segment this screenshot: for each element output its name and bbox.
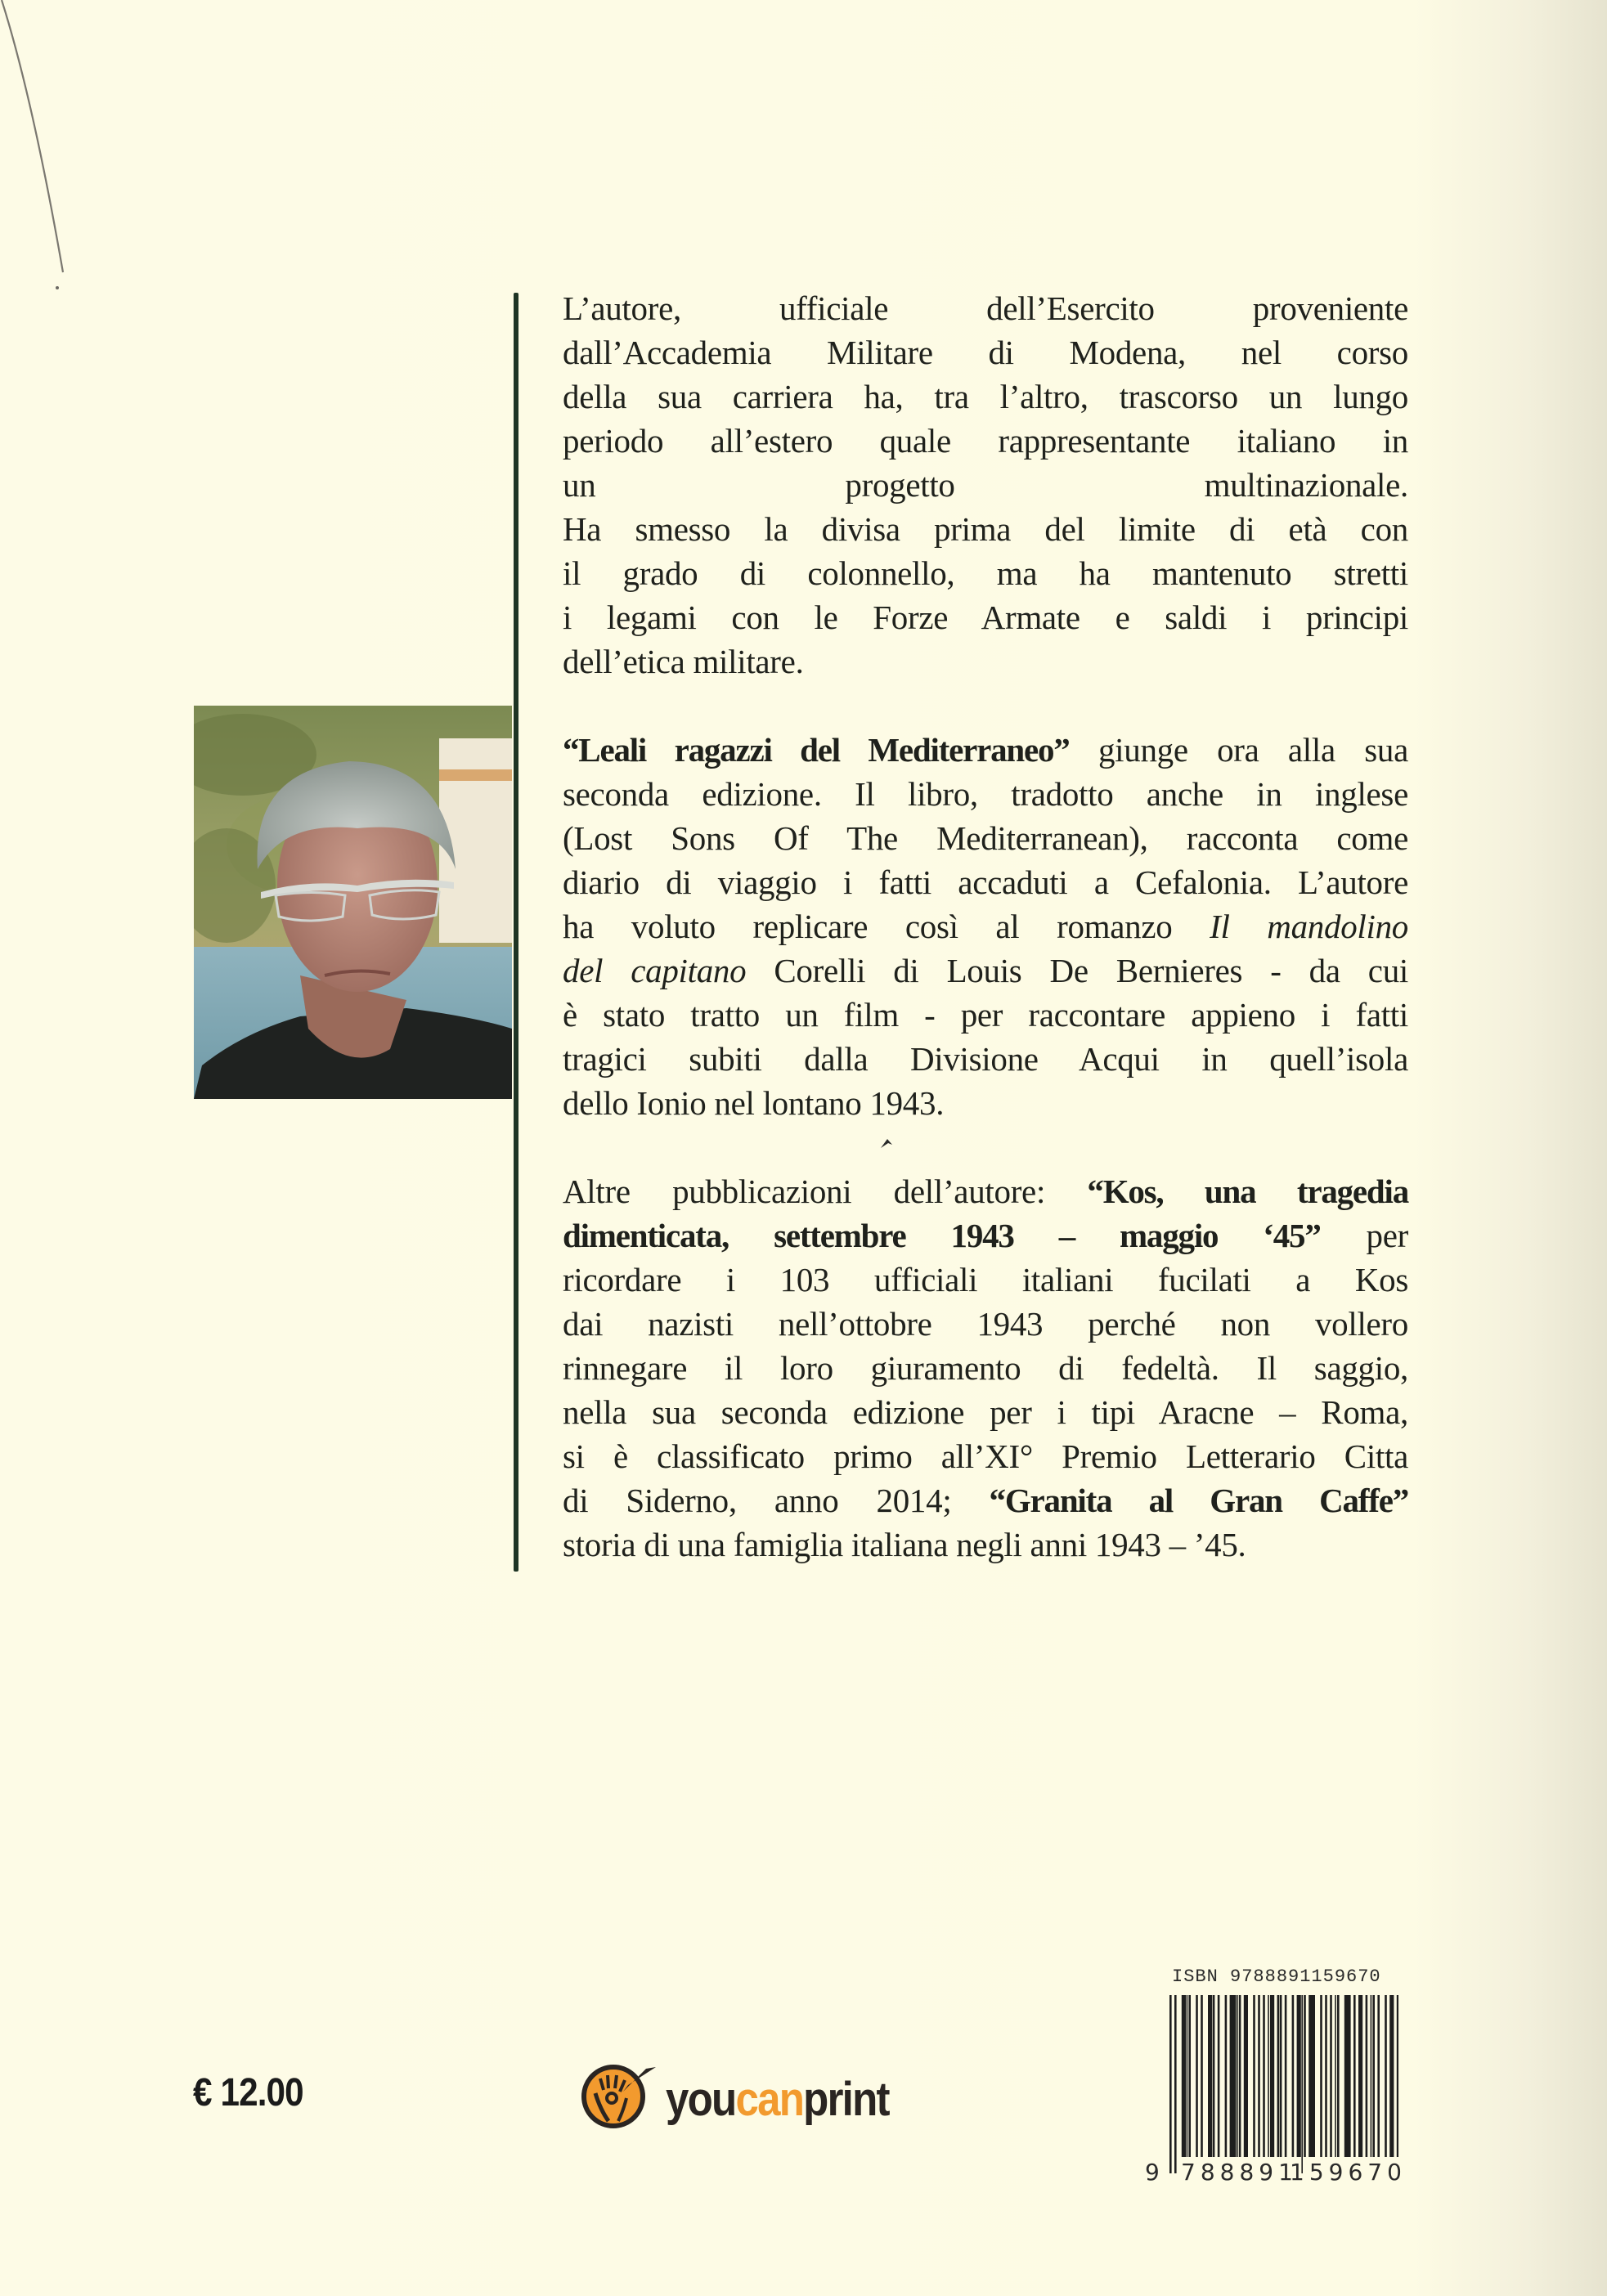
bio-line <box>563 551 1408 595</box>
bio-paragraph <box>563 1169 1408 1567</box>
bio-line <box>563 948 1408 993</box>
publisher-name <box>666 2072 889 2127</box>
barcode-bar <box>1280 1995 1282 2157</box>
price: € 12.00 <box>193 2071 303 2114</box>
bio-line <box>563 1390 1408 1434</box>
bio-text: storia di una famiglia italiana negli anni 1943 – ’45. <box>563 1526 1246 1563</box>
bio-line <box>563 1258 1408 1302</box>
bio-text: dall’Accademia Militare di Modena, nel corso <box>563 334 1408 371</box>
bio-line <box>563 1478 1408 1522</box>
bio-text: giunge ora alla sua <box>1069 731 1408 769</box>
bio-text: un progetto multinazionale. <box>563 466 1408 504</box>
barcode-bar <box>1263 1995 1265 2157</box>
bio-text: di Siderno, anno 2014; <box>563 1482 990 1519</box>
bio-line <box>563 904 1408 948</box>
barcode-bar <box>1330 1995 1332 2157</box>
barcode-bar <box>1292 1995 1295 2157</box>
barcode-bar <box>1237 1995 1238 2157</box>
bio-text: tragici subiti dalla Divisione Acqui in quell’isola <box>563 1040 1408 1078</box>
barcode-bar <box>1225 1995 1228 2157</box>
barcode-bar <box>1301 1995 1303 2173</box>
barcode-bar <box>1268 1995 1269 2157</box>
bio-line <box>563 1522 1408 1567</box>
italic-title: Il mandolino <box>1210 908 1408 945</box>
book-title: “Kos, una tragedia <box>1087 1173 1409 1210</box>
bio-line <box>563 507 1408 551</box>
bio-line <box>563 1081 1408 1125</box>
bio-text: il grado di colonnello, ma ha mantenuto stretti <box>563 554 1408 592</box>
hand-in-circle-icon <box>581 2061 662 2129</box>
publisher-name-part: print <box>803 2072 889 2126</box>
barcode-bar <box>1201 1995 1203 2157</box>
isbn-label: ISBN 9788891159670 <box>1172 1966 1381 1987</box>
barcode-bar <box>1397 1995 1398 2157</box>
isbn-right-group: 159670 <box>1290 2159 1407 2186</box>
bio-text: seconda edizione. Il libro, tradotto anche in inglese <box>563 775 1408 813</box>
barcode-bar <box>1308 1995 1315 2157</box>
bio-line <box>563 1213 1408 1258</box>
barcode-bar <box>1337 1995 1340 2157</box>
bio-text: ha voluto replicare così al romanzo <box>563 908 1210 945</box>
barcode-bar <box>1174 1995 1177 2173</box>
barcode-bar <box>1253 1995 1255 2157</box>
publisher-name-part: can <box>735 2072 804 2126</box>
barcode-bar <box>1218 1995 1220 2157</box>
barcode-bar <box>1208 1995 1212 2157</box>
italic-title: del capitano <box>563 952 747 989</box>
bio-text: Altre pubblicazioni dell’autore: <box>563 1173 1088 1210</box>
bio-line <box>563 286 1408 330</box>
barcode-bar <box>1344 1995 1351 2157</box>
bio-text: nella sua seconda edizione per i tipi Aracne – Roma, <box>563 1393 1408 1431</box>
bio-text: L’autore, ufficiale dell’Esercito proveniente <box>563 289 1408 327</box>
barcode-bar <box>1377 1995 1380 2157</box>
book-title: “Leali ragazzi del Mediterraneo” <box>563 731 1070 769</box>
bio-line <box>563 993 1408 1037</box>
ink-mark <box>879 1137 896 1150</box>
barcode-bar <box>1385 1995 1387 2157</box>
barcode-bar <box>1372 1995 1375 2157</box>
decorative-curve <box>0 0 98 311</box>
bio-paragraph <box>563 728 1408 1125</box>
barcode-bar <box>1277 1995 1280 2157</box>
barcode-bar <box>1244 1995 1248 2157</box>
bio-text: Corelli di Louis De Bernieres - da cui <box>746 952 1408 989</box>
bio-text: i legami con le Forze Armate e saldi i principi <box>563 599 1408 636</box>
bio-line <box>563 728 1408 772</box>
bio-text: Ha smesso la divisa prima del limite di età con <box>563 510 1408 548</box>
bio-line <box>563 1169 1408 1213</box>
bio-line <box>563 639 1408 684</box>
bio-line <box>563 772 1408 816</box>
barcode-bar <box>1285 1995 1287 2157</box>
bio-text: diario di viaggio i fatti accaduti a Cefalonia. L’autore <box>563 863 1408 901</box>
barcode-bar <box>1270 1995 1274 2157</box>
barcode-bar <box>1169 1995 1172 2173</box>
bio-line <box>563 419 1408 463</box>
author-bio <box>563 286 1408 1611</box>
barcode-bar <box>1230 1995 1237 2157</box>
bio-line <box>563 1302 1408 1346</box>
bio-text: per <box>1320 1217 1409 1254</box>
bio-line <box>563 816 1408 860</box>
barcode-bar <box>1297 1995 1301 2157</box>
bio-line <box>563 463 1408 507</box>
barcode-bar <box>1213 1995 1215 2157</box>
barcode-bar <box>1325 1995 1327 2157</box>
barcode-bar <box>1358 1995 1362 2157</box>
bio-text: è stato tratto un film - per raccontare appieno i fatti <box>563 996 1408 1034</box>
bio-paragraph <box>563 286 1408 684</box>
bio-text: ricordare i 103 ufficiali italiani fucilati a Kos <box>563 1261 1408 1298</box>
bio-line <box>563 374 1408 419</box>
bio-text: dai nazisti nell’ottobre 1943 perché non vollero <box>563 1305 1408 1343</box>
barcode-bar <box>1371 1995 1372 2157</box>
vertical-rule <box>514 293 518 1572</box>
barcode-bar <box>1187 1995 1188 2157</box>
bio-line <box>563 1037 1408 1081</box>
barcode-bar <box>1389 1995 1394 2157</box>
isbn-left-group: 788891 <box>1181 2159 1298 2186</box>
isbn-lead-digit: 9 <box>1145 2159 1160 2186</box>
barcode-bar <box>1188 1995 1191 2157</box>
barcode-bar <box>1353 1995 1356 2157</box>
book-title: “Granita al Gran Caffe” <box>989 1482 1409 1519</box>
bio-text: si è classificato primo all’XI° Premio Letterario Citta <box>563 1437 1408 1475</box>
barcode-bar <box>1239 1995 1241 2157</box>
barcode-bar <box>1182 1995 1186 2157</box>
bio-text: dello Ionio nel lontano 1943. <box>563 1084 945 1122</box>
bio-line <box>563 595 1408 639</box>
publisher-name-part: you <box>666 2072 736 2126</box>
barcode <box>1169 1995 1398 2175</box>
author-photo <box>194 706 512 1099</box>
barcode-bar <box>1304 1995 1306 2157</box>
publisher-logo <box>581 2061 919 2129</box>
barcode-bar <box>1335 1995 1336 2157</box>
bio-line <box>563 330 1408 374</box>
bio-line <box>563 1434 1408 1478</box>
bio-text: rinnegare il loro giuramento di fedeltà. Il saggio, <box>563 1349 1408 1387</box>
book-title: dimenticata, settembre 1943 – maggio ‘45” <box>563 1217 1321 1254</box>
bio-text: della sua carriera ha, tra l’altro, trascorso un lungo <box>563 378 1408 415</box>
barcode-bar <box>1196 1995 1198 2157</box>
barcode-bar <box>1258 1995 1260 2157</box>
barcode-bar <box>1366 1995 1368 2157</box>
bio-line <box>563 860 1408 904</box>
bio-text: (Lost Sons Of The Mediterranean), racconta come <box>563 819 1408 857</box>
bio-text: periodo all’estero quale rappresentante italiano in <box>563 422 1408 460</box>
bio-text: dell’etica militare. <box>563 643 804 680</box>
author-portrait-image <box>194 706 512 1099</box>
bio-line <box>563 1346 1408 1390</box>
barcode-bar <box>1320 1995 1322 2157</box>
